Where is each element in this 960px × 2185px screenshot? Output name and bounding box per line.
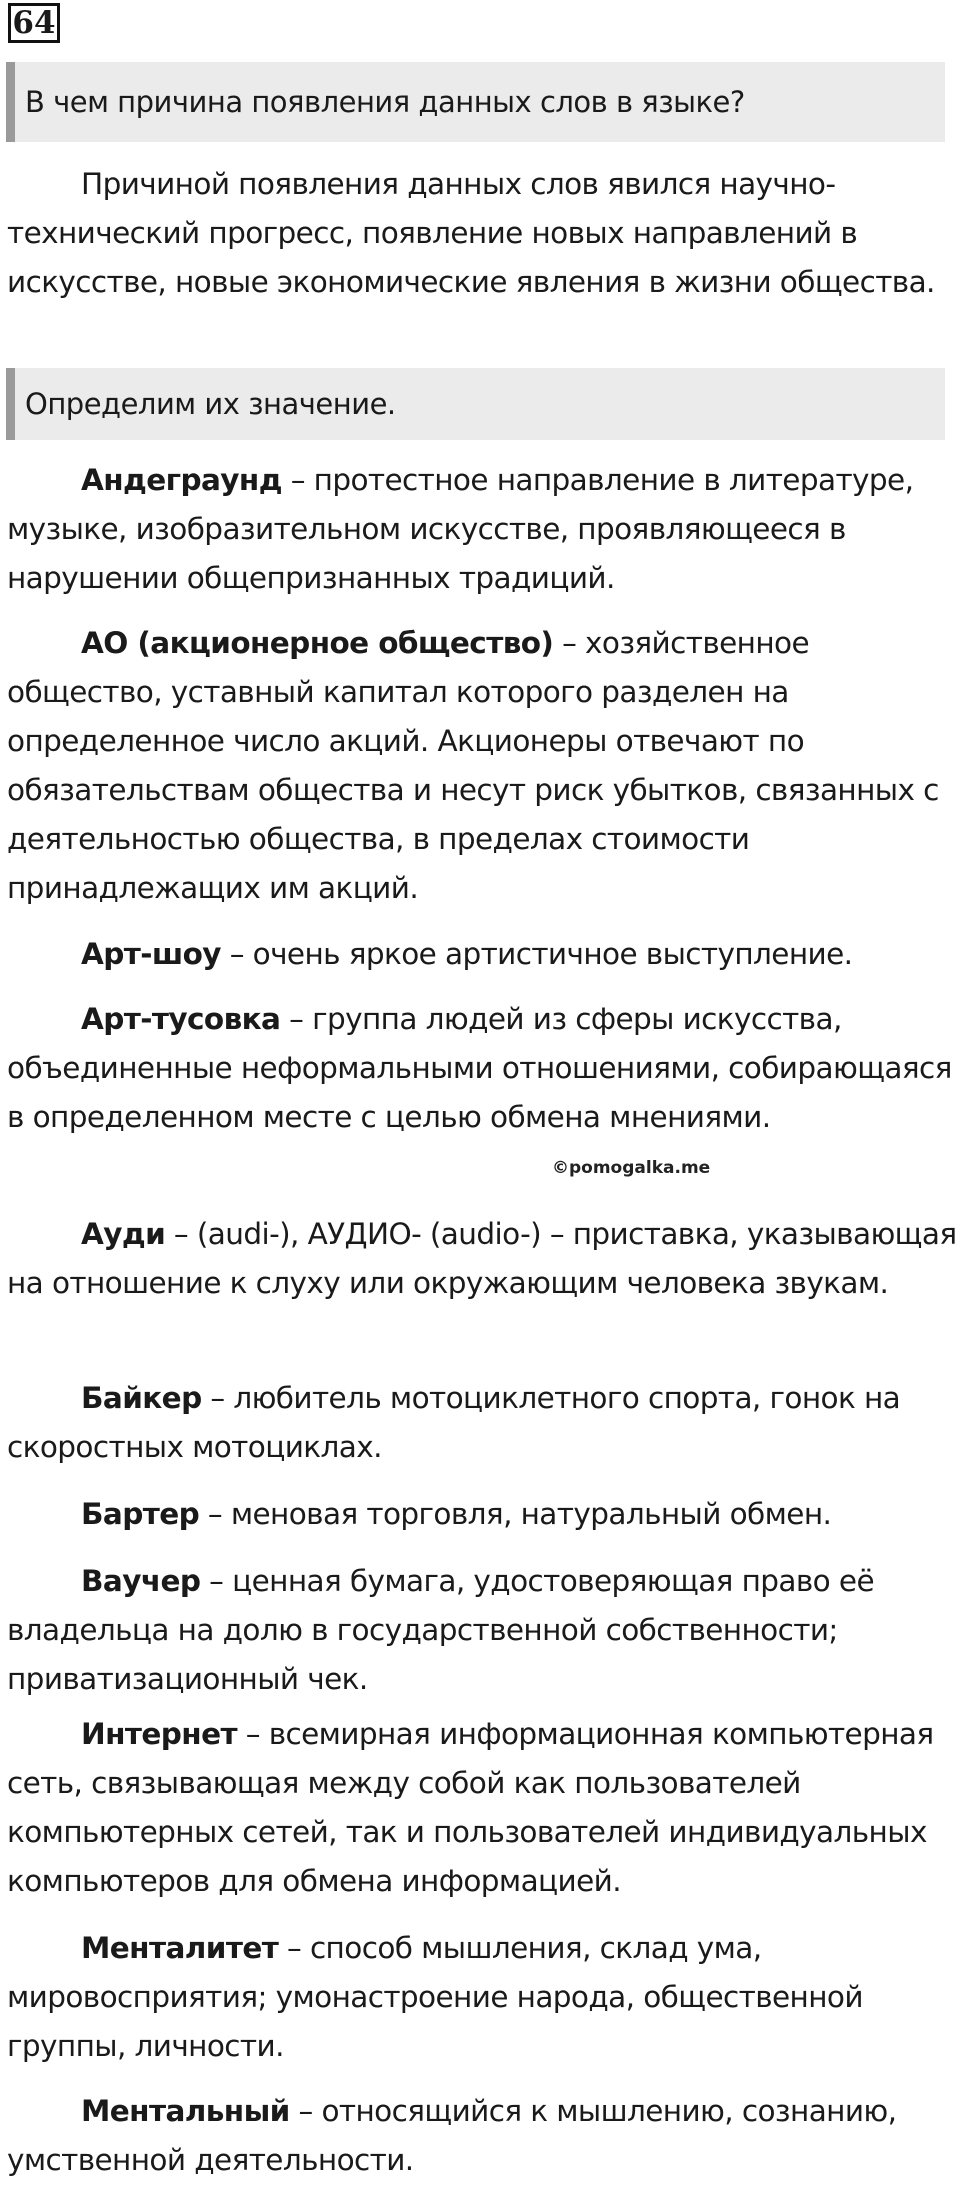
definition-term: АО (акционерное общество) (81, 626, 554, 660)
definition-text: – ценная бумага, удостоверяющая право её владельца на долю в государственной собственности; приватизационный чек. (7, 1564, 875, 1696)
definition-text: – меновая торговля, натуральный обмен. (199, 1497, 832, 1531)
question-bar-reason (6, 62, 945, 142)
definition-text: – очень яркое артистичное выступление. (220, 937, 853, 971)
definition-term: Интернет (81, 1717, 237, 1751)
definition-term: Ваучер (81, 1564, 201, 1598)
definition-text: – протестное направление в литературе, музыке, изобразительном искусстве, проявляющееся в нарушении общепризнанных традиций. (7, 463, 914, 595)
definition-paragraph (7, 1374, 957, 1472)
definition-paragraph (7, 1924, 957, 2071)
definition-text: – хозяйственное общество, уставный капитал которого разделен на определенное число акций. Акционеры отвечают по обязательствам общества и несут риск убытков, связанных с деятельностью общества, в пределах стоимости принадлежащих им акций. (7, 626, 939, 905)
definition-term: Андеграунд (81, 463, 282, 497)
definition-text: – способ мышления, склад ума, мировосприятия; умонастроение народа, общественной группы, личности. (7, 1931, 863, 2063)
definition-paragraph (7, 995, 957, 1142)
definition-term: Байкер (81, 1381, 202, 1415)
definition-term: Ментальный (81, 2094, 290, 2128)
definition-paragraph (7, 1490, 957, 1539)
definition-paragraph (7, 619, 957, 913)
definition-text: – относящийся к мышлению, сознанию, умственной деятельности. (7, 2094, 897, 2177)
task-number: 64 (8, 3, 60, 43)
definition-paragraph (7, 1557, 957, 1704)
definition-text: – всемирная информационная компьютерная сеть, связывающая между собой как пользователей компьютерных сетей, так и пользователей индивидуальных компьютеров для обмена информацией. (7, 1717, 934, 1898)
definition-term: Бартер (81, 1497, 200, 1531)
answer-text: Причиной появления данных слов явился научно-технический прогресс, появление новых направлений в искусстве, новые экономические явления в жизни общества. (7, 167, 935, 299)
definition-term: Менталитет (81, 1931, 279, 1965)
definition-paragraph (7, 456, 957, 603)
definition-text: – (audi-), АУДИО- (audio-) – приставка, указывающая на отношение к слуху или окружающим человека звукам. (7, 1217, 957, 1300)
question-text: В чем причина появления данных слов в языке? (25, 85, 745, 119)
definition-term: Ауди (81, 1217, 166, 1251)
definition-text: – группа людей из сферы искусства, объединенные неформальными отношениями, собирающаяся в определенном месте с целью обмена мнениями. (7, 1002, 952, 1134)
definition-term: Арт-тусовка (81, 1002, 281, 1036)
question-text: Определим их значение. (25, 387, 396, 421)
definition-text: – любитель мотоциклетного спорта, гонок на скоростных мотоциклах. (7, 1381, 901, 1464)
question-bar-meaning (6, 368, 945, 440)
definition-paragraph (7, 1710, 957, 1906)
definition-term: Арт-шоу (81, 937, 221, 971)
definition-paragraph (7, 2087, 957, 2185)
definition-paragraph (7, 930, 957, 979)
answer-paragraph (7, 160, 957, 307)
watermark: ©pomogalka.me (552, 1158, 711, 1178)
definition-paragraph (7, 1210, 957, 1308)
